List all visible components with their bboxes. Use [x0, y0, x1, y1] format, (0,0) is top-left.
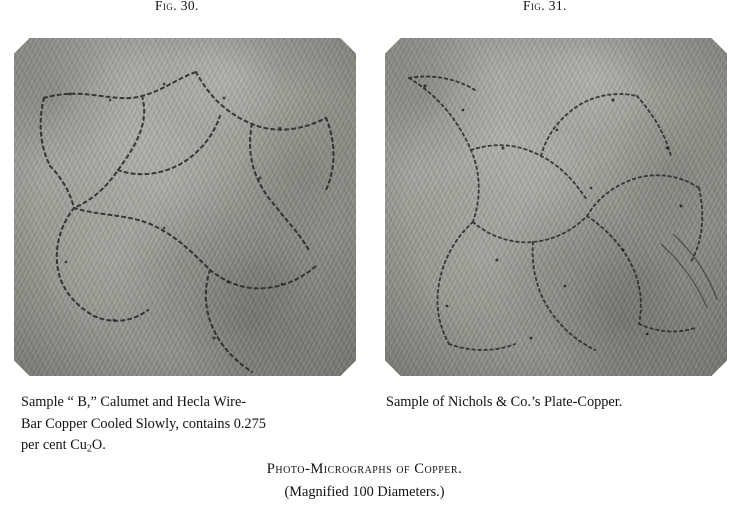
micrograph-plate-left — [14, 38, 356, 376]
plate-subtitle: (Magnified 100 Diameters.) — [284, 484, 445, 500]
micrograph-image-nichols-plate-copper — [385, 38, 727, 376]
figure-label-31: Fig. 31. — [523, 0, 567, 13]
figure-caption-31: Sample of Nichols & Co.’s Plate-Copper. — [386, 394, 623, 410]
figure-caption-30 — [21, 392, 373, 460]
micrograph-plate-right — [385, 38, 727, 376]
caption-line-formula — [21, 435, 373, 460]
caption-line-tail: O. — [91, 437, 106, 453]
figure-label-30: Fig. 30. — [155, 0, 199, 13]
micrograph-image-sample-b — [14, 38, 356, 376]
caption-line: Bar Copper Cooled Slowly, contains 0.275 — [21, 415, 266, 432]
plate-title: Photo-Micrographs of Copper. — [266, 461, 463, 477]
plate-vignette-left — [14, 38, 356, 376]
caption-line: Sample “ B,” Calumet and Hecla Wire- — [21, 394, 247, 410]
plate-vignette-right — [385, 38, 727, 376]
caption-line-text: per cent Cu — [21, 437, 87, 453]
chemical-subscript: 2 — [86, 443, 92, 455]
